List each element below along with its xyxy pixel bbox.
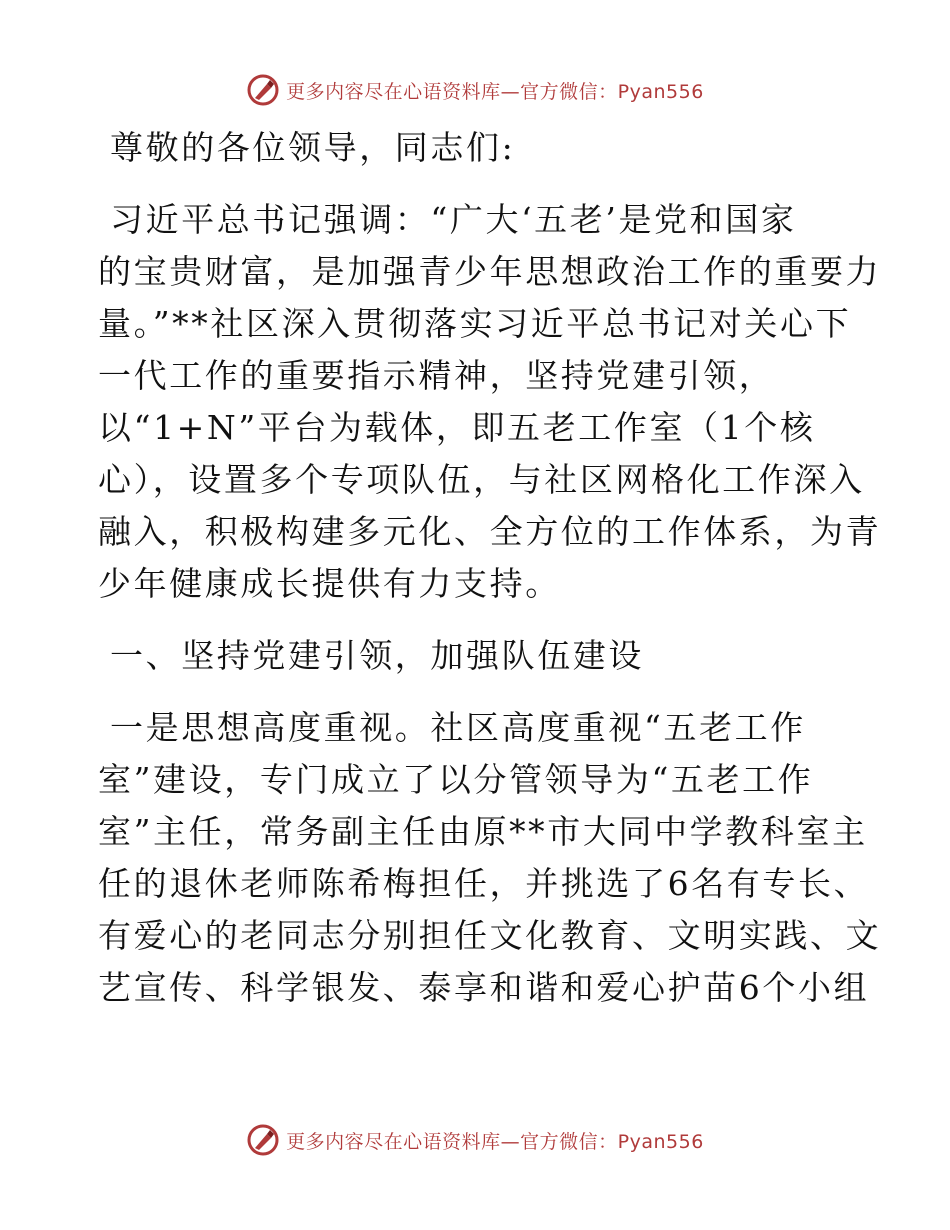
greeting: 尊敬的各位领导，同志们: (110, 128, 516, 167)
paragraph-line: 习近平总书记强调：“广大‘五老’是党和国家 (110, 200, 797, 239)
paragraph-line: 心），设置多个专项队伍，与社区网格化工作深入 (98, 460, 865, 499)
paragraph-line: 室”建设，专门成立了以分管领导为“五老工作 (98, 760, 814, 799)
paragraph-line: 以“1+N”平台为载体，即五老工作室（1个核 (98, 408, 816, 447)
paragraph-line: 室”主任，常务副主任由原**市大同中学教科室主 (98, 812, 868, 851)
paragraph-line: 有爱心的老同志分别担任文化教育、文明实践、文 (98, 916, 882, 955)
header-watermark-text: 更多内容尽在心语资料库—官方微信：Pyan556 (286, 80, 704, 103)
pen-logo-icon (246, 73, 280, 107)
document-body (98, 122, 882, 1034)
paragraph-line: 一代工作的重要指示精神，坚持党建引领， (98, 356, 775, 395)
paragraph-line: 融入，积极构建多元化、全方位的工作体系，为青 (98, 512, 882, 551)
section-heading: 一、坚持党建引领，加强队伍建设 (110, 636, 644, 675)
paragraph-line: 少年健康成长提供有力支持。 (98, 564, 561, 603)
paragraph-line: 任的退休老师陈希梅担任，并挑选了6名有专长、 (98, 864, 870, 903)
paragraph-line: 一是思想高度重视。社区高度重视“五老工作 (110, 708, 806, 747)
paragraph-line: 的宝贵财富，是加强青少年思想政治工作的重要力 (98, 252, 882, 291)
footer-watermark-text: 更多内容尽在心语资料库—官方微信：Pyan556 (286, 1130, 704, 1153)
pen-logo-icon (246, 1123, 280, 1157)
header-watermark-banner (0, 70, 950, 110)
footer-watermark-banner (0, 1120, 950, 1160)
paragraph-1 (98, 194, 882, 610)
paragraph-line: 量。”**社区深入贯彻落实习近平总书记对关心下 (98, 304, 852, 343)
paragraph-line: 艺宣传、科学银发、泰享和谐和爱心护苗6个小组 (98, 968, 870, 1007)
paragraph-2 (98, 702, 882, 1014)
